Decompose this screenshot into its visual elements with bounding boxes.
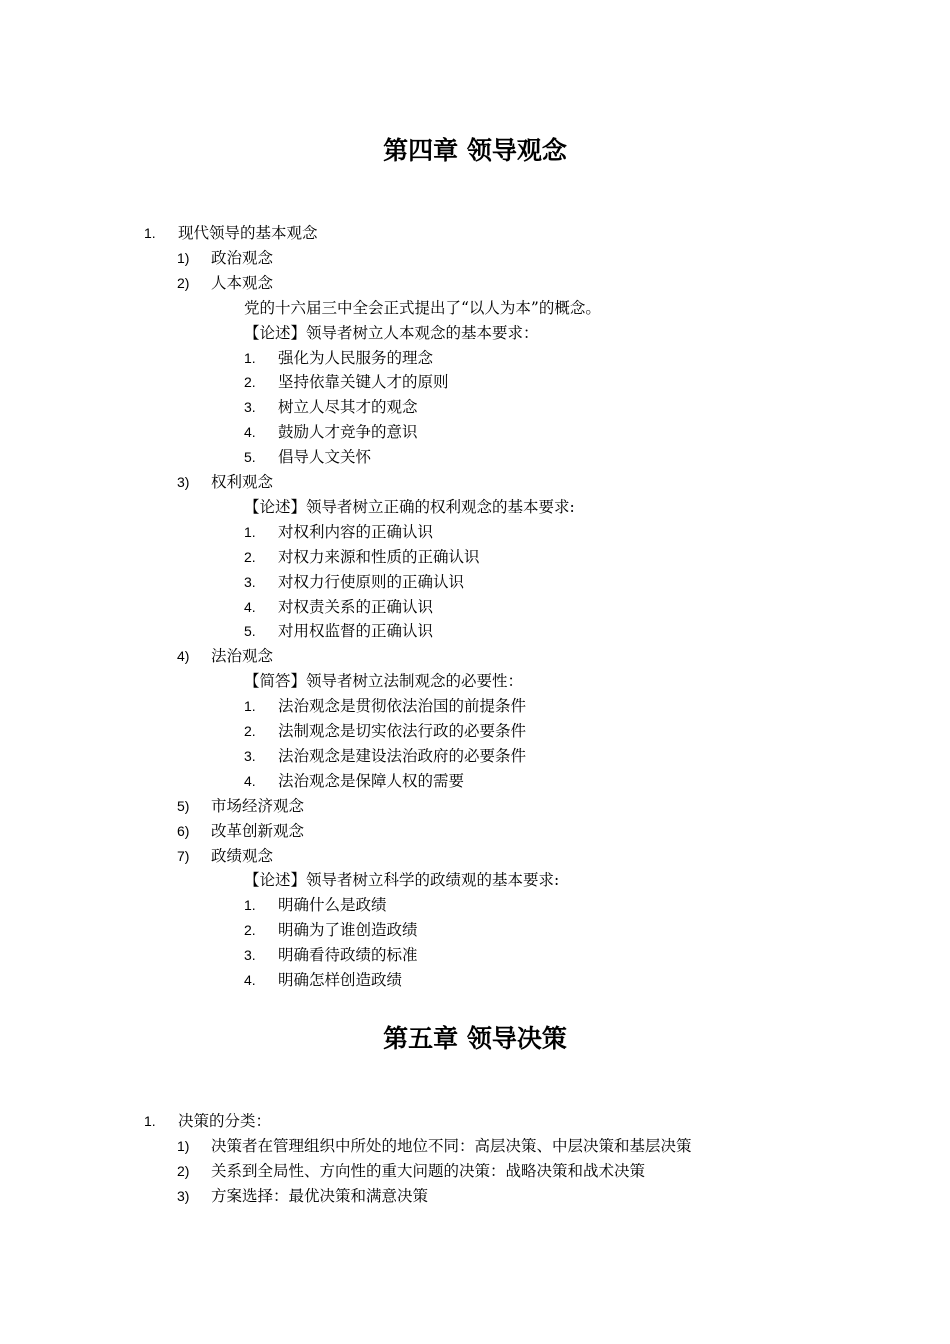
list-item-text: 【论述】领导者树立科学的政绩观的基本要求:	[244, 871, 560, 890]
list-item-text: 【论述】领导者树立人本观念的基本要求：	[244, 323, 539, 342]
list-item-text: 人本观念	[211, 273, 274, 292]
list-item-number: 5.	[244, 623, 256, 640]
list-item-text: 明确什么是政绩	[278, 896, 387, 915]
list-item-text: 对用权监督的正确认识	[278, 622, 434, 641]
list-item-text: 改革创新观念	[211, 821, 305, 840]
list-item-text: 明确看待政绩的标准	[278, 946, 418, 965]
list-item-text: 坚持依靠关键人才的原则	[278, 373, 449, 392]
list-item-number: 2.	[244, 374, 256, 391]
list-item-text: 法治观念是保障人权的需要	[278, 771, 465, 790]
list-item-number: 1.	[144, 225, 156, 241]
list-item-number: 1.	[244, 698, 256, 715]
list-item-text: 法治观念是建设法治政府的必要条件	[278, 746, 527, 765]
chapter-4-title: 第四章 领导观念	[383, 136, 567, 165]
list-item-number: 6)	[177, 822, 190, 839]
list-item-number: 2)	[177, 1162, 190, 1179]
list-item-number: 1)	[177, 1137, 190, 1154]
list-item-text: 树立人尽其才的观念	[278, 398, 418, 417]
list-item-text: 关系到全局性、方向性的重大问题的决策：战略决策和战术决策	[211, 1161, 646, 1180]
list-item-number: 5)	[177, 797, 190, 814]
list-item-number: 1.	[244, 897, 256, 914]
list-item-number: 3.	[244, 399, 256, 416]
list-item-text: 方案选择：最优决策和满意决策	[211, 1186, 429, 1205]
list-item-text: 对权力来源和性质的正确认识	[278, 547, 480, 566]
list-item-text: 权利观念	[211, 473, 274, 491]
list-item-text: 决策的分类：	[178, 1112, 272, 1130]
list-item-text: 法治观念	[211, 647, 274, 666]
list-item-text: 对权利内容的正确认识	[278, 522, 434, 541]
list-item-number: 2.	[244, 723, 256, 739]
list-item-number: 1.	[244, 349, 256, 366]
list-item-number: 3.	[244, 747, 256, 764]
list-item-number: 1.	[244, 523, 256, 540]
list-item-text: 决策者在管理组织中所处的地位不同：高层决策、中层决策和基层决策	[211, 1136, 692, 1155]
list-item-text: 对权责关系的正确认识	[278, 597, 434, 616]
list-item-number: 1.	[144, 1113, 156, 1129]
list-item-text: 政绩观念	[211, 846, 274, 865]
list-item-number: 2)	[177, 274, 190, 291]
list-item-number: 4.	[244, 424, 256, 441]
list-item-number: 2.	[244, 548, 256, 565]
list-item-number: 4.	[244, 772, 256, 789]
list-item-text: 法治观念是贯彻依法治国的前提条件	[278, 697, 527, 716]
list-item-number: 4.	[244, 972, 256, 988]
list-item-number: 3)	[177, 474, 190, 490]
list-item-text: 明确怎样创造政绩	[278, 971, 403, 989]
list-item-number: 3.	[244, 573, 256, 590]
list-item-text: 政治观念	[211, 248, 274, 267]
list-item-number: 1)	[177, 249, 190, 266]
list-item-number: 3.	[244, 947, 256, 964]
list-item-number: 3)	[177, 1187, 190, 1204]
list-item-number: 5.	[244, 449, 256, 466]
list-item-text: 【简答】领导者树立法制观念的必要性：	[244, 672, 524, 691]
list-item-text: 明确为了谁创造政绩	[278, 921, 418, 940]
list-item-text: 法制观念是切实依法行政的必要条件	[278, 722, 527, 740]
list-item-text: 现代领导的基本观念	[178, 224, 318, 242]
list-item-text: 对权力行使原则的正确认识	[278, 572, 465, 591]
list-item-text: 党的十六届三中全会正式提出了“以人为本”的概念。	[244, 298, 601, 317]
list-item-number: 7)	[177, 847, 190, 864]
list-item-number: 4.	[244, 598, 256, 615]
list-item-text: 市场经济观念	[211, 796, 305, 815]
list-item-text: 倡导人文关怀	[278, 448, 372, 467]
list-item-text: 鼓励人才竞争的意识	[278, 423, 418, 442]
list-item-number: 2.	[244, 922, 256, 939]
chapter-5-title: 第五章 领导决策	[383, 1024, 567, 1053]
list-item-text: 强化为人民服务的理念	[278, 348, 434, 367]
list-item-text: 【论述】领导者树立正确的权利观念的基本要求:	[244, 497, 575, 516]
list-item-number: 4)	[177, 648, 190, 665]
